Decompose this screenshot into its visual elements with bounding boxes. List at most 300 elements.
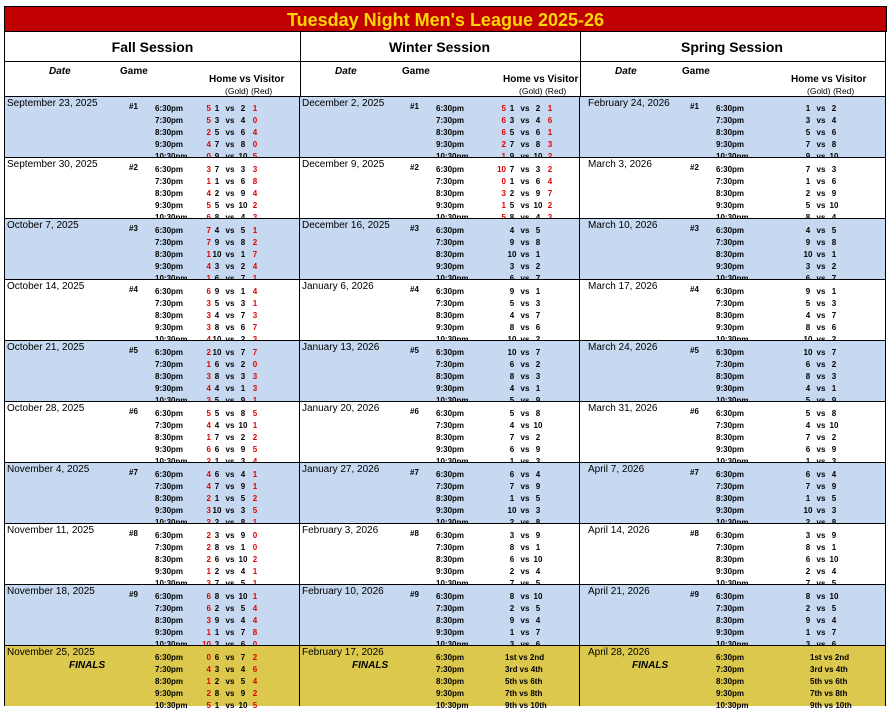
visitor-team: 2 (240, 262, 246, 271)
matchup (490, 226, 580, 235)
time-slot: 7:30pm (436, 299, 465, 308)
matchup (195, 372, 285, 381)
home-team: 3 (805, 531, 811, 540)
home-score: 4 (206, 140, 211, 149)
vs-text: vs (520, 592, 530, 601)
visitor-team: 3 (240, 299, 246, 308)
time-slot: 8:30pm (716, 433, 745, 442)
visitor-score: 4 (252, 262, 258, 271)
home-team: 6 (214, 445, 220, 454)
vs-text: vs (520, 628, 530, 637)
matchup (195, 360, 285, 369)
vs-text: vs (520, 555, 530, 564)
home-team: 6 (214, 555, 220, 564)
time-slot: 7:30pm (436, 604, 465, 613)
week-number: #8 (690, 529, 699, 538)
week-row (5, 401, 300, 462)
visitor-score: 4 (547, 177, 553, 186)
time-slot: 9:30pm (155, 323, 184, 332)
time-slot: 6:30pm (155, 226, 184, 235)
home-team: 5 (509, 409, 515, 418)
time-slot: 9:30pm (436, 628, 465, 637)
week-row (5, 218, 300, 279)
matchup (195, 128, 285, 137)
visitor-team: 4 (831, 567, 837, 576)
matchup (195, 592, 285, 601)
home-team: 9 (509, 616, 515, 625)
home-score: 1 (206, 628, 211, 637)
visitor-team: 9 (831, 531, 837, 540)
time-slot: 8:30pm (155, 677, 184, 686)
matchup (490, 189, 580, 198)
visitor-score: 1 (252, 104, 258, 113)
home-team: 4 (214, 311, 220, 320)
matchup (490, 409, 580, 418)
home-team: 10 (803, 506, 813, 515)
time-slot: 9:30pm (716, 567, 745, 576)
home-score: 4 (206, 482, 211, 491)
home-team: 7 (805, 433, 811, 442)
visitor-team: 1 (240, 384, 246, 393)
vs-text: vs (520, 567, 530, 576)
matchup (490, 323, 580, 332)
visitor-team: 9 (535, 445, 541, 454)
vs-text: vs (225, 701, 235, 710)
week-row (300, 401, 580, 462)
visitor-team: 10 (238, 592, 248, 601)
visitor-score: 5 (252, 506, 258, 515)
visitor-score: 0 (252, 360, 258, 369)
visitor-score: 1 (547, 128, 553, 137)
game-label: Game (402, 66, 430, 77)
visitor-score: 2 (252, 494, 258, 503)
home-score: 2 (206, 128, 211, 137)
time-slot: 8:30pm (155, 189, 184, 198)
matchup (195, 201, 285, 210)
home-score: 3 (206, 616, 211, 625)
visitor-team: 1 (240, 543, 246, 552)
home-team: 8 (509, 543, 515, 552)
matchup (490, 299, 580, 308)
visitor-score: 6 (252, 665, 258, 674)
time-slot: 8:30pm (436, 250, 465, 259)
vs-text: vs (816, 250, 826, 259)
home-team: 2 (214, 567, 220, 576)
home-score: 2 (206, 494, 211, 503)
matchup (786, 543, 876, 552)
time-slot: 6:30pm (436, 531, 465, 540)
week-number: #2 (690, 163, 699, 172)
time-slot: 7:30pm (155, 360, 184, 369)
week-number: #6 (129, 407, 138, 416)
matchup (490, 372, 580, 381)
week-row (5, 462, 300, 523)
week-number: #5 (690, 346, 699, 355)
home-team: 5 (214, 409, 220, 418)
visitor-team: 9 (831, 189, 837, 198)
home-team: 7 (214, 165, 220, 174)
visitor-score: 0 (252, 543, 258, 552)
home-score: 1 (206, 433, 211, 442)
week-date: April 28, 2026 (588, 647, 650, 658)
matchup (786, 116, 876, 125)
time-slot: 7:30pm (716, 482, 745, 491)
time-slot: 7:30pm (155, 482, 184, 491)
vs-text: vs (225, 689, 235, 698)
week-date: September 23, 2025 (7, 98, 98, 109)
matchup (195, 433, 285, 442)
visitor-team: 2 (831, 433, 837, 442)
time-slot: 8:30pm (436, 311, 465, 320)
week-row (300, 96, 580, 157)
vs-text: vs (225, 238, 235, 247)
home-score: 3 (501, 189, 506, 198)
time-slot: 6:30pm (436, 592, 465, 601)
time-slot: 6:30pm (716, 470, 745, 479)
time-slot: 6:30pm (436, 165, 465, 174)
visitor-team: 9 (240, 482, 246, 491)
home-team: 7 (214, 482, 220, 491)
column-subheader (4, 62, 301, 96)
visitor-team: 4 (240, 470, 246, 479)
home-team: 8 (214, 323, 220, 332)
visitor-team: 6 (535, 177, 541, 186)
matchup (786, 226, 876, 235)
week-row (580, 462, 885, 523)
home-visitor-label: Home vs Visitor (209, 74, 285, 85)
visitor-team: 2 (240, 104, 246, 113)
game-label: Game (682, 66, 710, 77)
vs-text: vs (225, 226, 235, 235)
matchup (786, 128, 876, 137)
home-team: 8 (214, 689, 220, 698)
vs-text: vs (520, 409, 530, 418)
league-title: Tuesday Night Men's League 2025-26 (4, 6, 887, 32)
home-team: 10 (212, 348, 222, 357)
home-team: 6 (805, 555, 811, 564)
matchup (195, 299, 285, 308)
vs-text: vs (225, 531, 235, 540)
home-team: 1 (805, 628, 811, 637)
vs-text: vs (816, 238, 826, 247)
home-score: 6 (206, 592, 211, 601)
home-team: 10 (212, 506, 222, 515)
matchup (195, 165, 285, 174)
visitor-score: 2 (547, 201, 553, 210)
visitor-score: 5 (252, 409, 258, 418)
visitor-team: 10 (238, 201, 248, 210)
home-score: 5 (501, 104, 506, 113)
home-team: 7 (805, 165, 811, 174)
time-slot: 7:30pm (155, 299, 184, 308)
visitor-team: 7 (535, 348, 541, 357)
visitor-team: 3 (831, 506, 837, 515)
home-team: 7 (509, 433, 515, 442)
matchup (195, 689, 285, 698)
week-date: January 27, 2026 (302, 464, 380, 475)
vs-text: vs (816, 140, 826, 149)
vs-text: vs (225, 567, 235, 576)
time-slot: 6:30pm (716, 531, 745, 540)
time-slot: 6:30pm (436, 226, 465, 235)
matchup (490, 311, 580, 320)
visitor-team: 7 (831, 311, 837, 320)
home-team: 4 (805, 384, 811, 393)
time-slot: 9:30pm (716, 262, 745, 271)
home-team: 4 (214, 226, 220, 235)
week-date: April 21, 2026 (588, 586, 650, 597)
home-team: 5 (805, 201, 811, 210)
matchup (786, 177, 876, 186)
vs-text: vs (225, 555, 235, 564)
visitor-team: 10 (829, 555, 839, 564)
home-team: 10 (803, 348, 813, 357)
matchup (786, 311, 876, 320)
week-row (5, 523, 300, 584)
visitor-team: 1 (535, 250, 541, 259)
home-team: 4 (214, 421, 220, 430)
visitor-score: 2 (252, 653, 258, 662)
home-team: 5 (509, 299, 515, 308)
time-slot: 7:30pm (436, 360, 465, 369)
vs-text: vs (225, 604, 235, 613)
visitor-team: 10 (533, 421, 543, 430)
week-number: #7 (690, 468, 699, 477)
matchup (195, 470, 285, 479)
matchup (786, 531, 876, 540)
time-slot: 8:30pm (716, 677, 745, 686)
time-slot: 9:30pm (155, 140, 184, 149)
visitor-team: 8 (831, 140, 837, 149)
time-slot: 10:30pm (436, 701, 469, 710)
home-team: 4 (214, 384, 220, 393)
time-slot: 8:30pm (436, 372, 465, 381)
vs-text: vs (816, 299, 826, 308)
visitor-score: 4 (252, 616, 258, 625)
visitor-team: 4 (535, 470, 541, 479)
matchup (786, 592, 876, 601)
week-date: October 14, 2025 (7, 281, 85, 292)
visitor-team: 3 (535, 299, 541, 308)
matchup (490, 360, 580, 369)
visitor-score: 0 (252, 116, 258, 125)
visitor-team: 4 (831, 116, 837, 125)
week-number: #7 (129, 468, 138, 477)
visitor-team: 8 (831, 238, 837, 247)
time-slot: 8:30pm (155, 311, 184, 320)
finals-matchup: 5th vs 6th (505, 677, 543, 686)
time-slot: 9:30pm (436, 323, 465, 332)
home-team: 5 (509, 201, 515, 210)
vs-text: vs (520, 494, 530, 503)
time-slot: 9:30pm (716, 628, 745, 637)
week-number: #4 (129, 285, 138, 294)
finals-matchup: 9th vs 10th (810, 701, 852, 710)
matchup (195, 482, 285, 491)
vs-text: vs (520, 433, 530, 442)
visitor-score: 1 (252, 592, 258, 601)
week-row (580, 584, 885, 645)
visitor-team: 8 (240, 409, 246, 418)
vs-text: vs (225, 287, 235, 296)
visitor-team: 5 (240, 677, 246, 686)
home-score: 4 (206, 384, 211, 393)
matchup (786, 348, 876, 357)
time-slot: 9:30pm (436, 201, 465, 210)
matchup (786, 482, 876, 491)
time-slot: 7:30pm (716, 421, 745, 430)
matchup (490, 262, 580, 271)
week-date: November 25, 2025 (7, 647, 95, 658)
visitor-team: 9 (240, 189, 246, 198)
visitor-team: 9 (831, 445, 837, 454)
gold-red-label: (Gold) (Red) (519, 86, 567, 96)
time-slot: 8:30pm (716, 555, 745, 564)
visitor-team: 10 (238, 701, 248, 710)
time-slot: 8:30pm (155, 616, 184, 625)
home-team: 6 (805, 360, 811, 369)
week-number: #2 (129, 163, 138, 172)
gold-red-label: (Gold) (Red) (807, 86, 855, 96)
home-team: 9 (805, 616, 811, 625)
visitor-team: 9 (535, 531, 541, 540)
visitor-team: 4 (535, 567, 541, 576)
matchup (195, 543, 285, 552)
week-date: January 6, 2026 (302, 281, 374, 292)
matchup (195, 677, 285, 686)
vs-text: vs (225, 165, 235, 174)
vs-text: vs (225, 116, 235, 125)
home-score: 4 (206, 665, 211, 674)
week-date: March 3, 2026 (588, 159, 652, 170)
week-number: #6 (690, 407, 699, 416)
home-team: 3 (509, 531, 515, 540)
vs-text: vs (225, 653, 235, 662)
time-slot: 6:30pm (155, 104, 184, 113)
matchup (786, 506, 876, 515)
home-team: 8 (805, 543, 811, 552)
home-team: 5 (805, 299, 811, 308)
visitor-team: 7 (240, 311, 246, 320)
home-team: 3 (509, 262, 515, 271)
matchup (490, 567, 580, 576)
vs-text: vs (520, 116, 530, 125)
week-row (300, 462, 580, 523)
time-slot: 10:30pm (716, 701, 749, 710)
vs-text: vs (816, 433, 826, 442)
visitor-team: 10 (829, 421, 839, 430)
visitor-team: 1 (831, 543, 837, 552)
visitor-score: 3 (252, 311, 258, 320)
visitor-team: 6 (831, 128, 837, 137)
date-label: Date (335, 66, 357, 77)
home-team: 8 (214, 592, 220, 601)
vs-text: vs (225, 482, 235, 491)
visitor-team: 2 (831, 104, 837, 113)
time-slot: 10:30pm (155, 701, 188, 710)
home-team: 8 (509, 592, 515, 601)
home-score: 4 (206, 470, 211, 479)
time-slot: 7:30pm (716, 360, 745, 369)
week-row (580, 96, 885, 157)
home-team: 9 (805, 238, 811, 247)
time-slot: 6:30pm (155, 531, 184, 540)
visitor-score: 2 (252, 201, 258, 210)
week-number: #3 (129, 224, 138, 233)
finals-matchup: 7th vs 8th (810, 689, 848, 698)
matchup (786, 409, 876, 418)
matchup (490, 421, 580, 430)
time-slot: 9:30pm (436, 506, 465, 515)
visitor-team: 4 (240, 616, 246, 625)
time-slot: 9:30pm (716, 689, 745, 698)
time-slot: 7:30pm (155, 665, 184, 674)
time-slot: 7:30pm (436, 238, 465, 247)
home-team: 4 (509, 384, 515, 393)
session-column (579, 96, 886, 710)
home-team: 9 (509, 238, 515, 247)
matchup (490, 433, 580, 442)
week-row (5, 96, 300, 157)
matchup (786, 628, 876, 637)
week-number: #4 (690, 285, 699, 294)
visitor-team: 9 (831, 482, 837, 491)
home-team: 5 (805, 409, 811, 418)
vs-text: vs (816, 128, 826, 137)
vs-text: vs (816, 372, 826, 381)
home-team: 5 (509, 128, 515, 137)
session-header: Winter Session (299, 32, 581, 62)
time-slot: 6:30pm (716, 409, 745, 418)
home-team: 2 (805, 604, 811, 613)
vs-text: vs (520, 104, 530, 113)
home-score: 2 (206, 689, 211, 698)
visitor-team: 3 (240, 372, 246, 381)
matchup (490, 543, 580, 552)
home-score: 4 (206, 189, 211, 198)
visitor-score: 2 (252, 555, 258, 564)
matchup (786, 287, 876, 296)
home-score: 6 (206, 287, 211, 296)
vs-text: vs (520, 128, 530, 137)
matchup (195, 665, 285, 674)
column-subheader (299, 62, 581, 96)
vs-text: vs (520, 616, 530, 625)
vs-text: vs (225, 543, 235, 552)
week-row (580, 157, 885, 218)
matchup (195, 250, 285, 259)
visitor-team: 4 (240, 116, 246, 125)
vs-text: vs (225, 189, 235, 198)
visitor-team: 7 (535, 628, 541, 637)
finals-matchup: 7th vs 8th (505, 689, 543, 698)
home-team: 7 (509, 165, 515, 174)
week-number: #7 (410, 468, 419, 477)
home-score: 7 (206, 238, 211, 247)
time-slot: 9:30pm (436, 445, 465, 454)
time-slot: 6:30pm (716, 165, 745, 174)
visitor-score: 1 (252, 470, 258, 479)
vs-text: vs (520, 201, 530, 210)
time-slot: 7:30pm (716, 665, 745, 674)
visitor-score: 3 (252, 165, 258, 174)
visitor-score: 8 (252, 177, 258, 186)
finals-matchup: 1st vs 2nd (810, 653, 850, 662)
visitor-score: 6 (547, 116, 553, 125)
home-team: 10 (507, 348, 517, 357)
time-slot: 7:30pm (716, 116, 745, 125)
visitor-team: 8 (831, 409, 837, 418)
